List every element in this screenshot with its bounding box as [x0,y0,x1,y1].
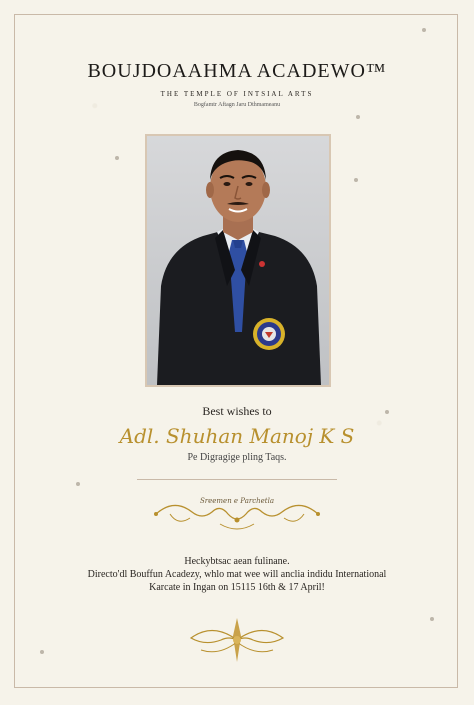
academy-tagline: THE TEMPLE OF INTSIAL ARTS [160,90,314,98]
message-line-2: Directo'dl Bouffun Acadezy, whlo mat wee will anclia indidu International [87,569,387,580]
portrait-illustration [147,136,329,385]
academy-title: BOUJDOAAHMA ACADEWO™ [87,60,387,82]
paper-speck [422,28,426,32]
message-line-1: Heckybtsac aean fulinane. [184,556,290,567]
paper-speck [115,156,119,160]
paper-speck [354,178,358,182]
ornament-caption: Sreemen e Parchetla [199,497,275,505]
divider-line [137,479,337,480]
best-wishes-text: Best wishes to [202,404,272,418]
honoree-subtitle: Pe Digragige pling Taqs. [187,452,287,463]
bottom-ornament [183,612,291,668]
paper-speck [430,617,434,621]
paper-speck [40,650,44,654]
message-line-3: Karcate in Ingan on 15115 16th & 17 April! [149,582,325,593]
portrait-photo [145,134,331,387]
academy-subline: Bogfamtr Aftagn Jaru Dthmameanu [193,102,281,108]
honoree-name: Adl. Shuhan Manoj K S [119,424,355,448]
paper-speck [356,115,360,119]
paper-speck [76,482,80,486]
